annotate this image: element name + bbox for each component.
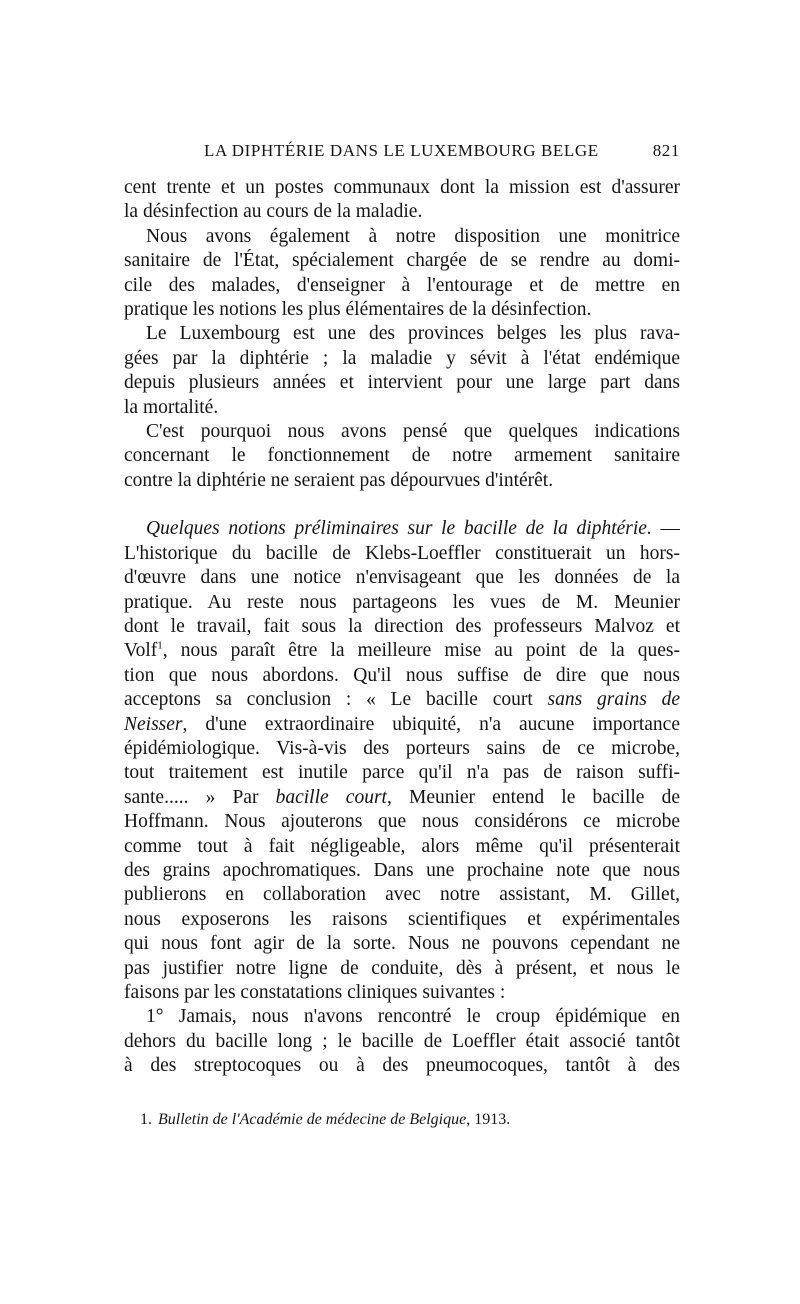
text-line: depuis plusieurs années et intervient pour une large part dans	[124, 372, 680, 394]
text-line: cile des malades, d'enseigner à l'entourage et de mettre en	[124, 274, 680, 296]
text-line: des grains apochromatiques. Dans une prochaine note que nous	[124, 859, 680, 881]
body-text	[124, 176, 680, 1078]
section-heading: Quelques notions préliminaires sur le bacille de la diphtérie.	[146, 518, 652, 540]
text-span: sante..... » Par	[124, 786, 276, 808]
page-number: 821	[652, 141, 680, 160]
text-line: pratique les notions les plus élémentaires de la désinfection.	[124, 298, 592, 320]
text-line: tout traitement est inutile parce qu'il n'a pas de raison suffi-	[124, 762, 680, 784]
text-span: acceptons sa conclusion : « Le bacille court	[124, 689, 548, 711]
text-span: , d'une extraordinaire ubiquité, n'a aucune importance	[182, 713, 680, 735]
text-line: Nous avons également à notre disposition une monitrice	[146, 225, 680, 247]
text-line: d'œuvre dans une notice n'envisageant que les données de la	[124, 567, 680, 589]
footnote	[140, 1111, 510, 1129]
text-line	[124, 786, 680, 810]
text-line: publierons en collaboration avec notre assistant, M. Gillet,	[124, 884, 680, 906]
text-line: C'est pourquoi nous avons pensé que quelques indications	[146, 420, 680, 442]
text-line: cent trente et un postes communaux dont la mission est d'assurer	[124, 177, 680, 198]
text-line: contre la diphtérie ne seraient pas dépourvues d'intérêt.	[124, 469, 554, 491]
text-line: pratique. Au reste nous partageons les vues de M. Meunier	[124, 591, 680, 613]
text-line: gées par la diphtérie ; la maladie y sévit à l'état endémique	[124, 347, 680, 369]
text-line	[124, 713, 680, 737]
italic-span: sans grains de	[547, 689, 680, 711]
text-span: , nous paraît être la meilleure mise au point de la ques-	[162, 640, 680, 662]
italic-span: Neisser	[124, 713, 183, 735]
text-line: la mortalité.	[124, 396, 219, 418]
footnote-tail: , 1913.	[466, 1111, 511, 1128]
text-line	[124, 688, 680, 712]
italic-span: bacille court	[275, 786, 387, 808]
text-line: à des streptocoques ou à des pneumocoques, tantôt à des	[124, 1055, 680, 1077]
text-line: L'historique du bacille de Klebs-Loeffler constituerait un hors-	[124, 542, 680, 564]
footnote-reference: 1	[157, 639, 163, 652]
text-line: sanitaire de l'État, spécialement chargée de se rendre au domi-	[124, 250, 680, 272]
footnote-citation: Bulletin de l'Académie de médecine de Belgique	[158, 1111, 467, 1128]
text-line: épidémiologique. Vis-à-vis des porteurs sains de ce microbe,	[124, 737, 680, 759]
text-line: concernant le fonctionnement de notre armement sanitaire	[124, 445, 680, 467]
text-line: dehors du bacille long ; le bacille de Loeffler était associé tantôt	[124, 1030, 680, 1052]
text-line: qui nous font agir de la sorte. Nous ne pouvons cependant ne	[124, 933, 680, 955]
text-line	[124, 639, 680, 663]
section-spacer	[124, 493, 680, 517]
text-line: tion que nous abordons. Qu'il nous suffise de dire que nous	[124, 664, 680, 686]
text-line: nous exposerons les raisons scientifiques et expérimentales	[124, 908, 680, 930]
text-line: Le Luxembourg est une des provinces belges les plus rava-	[146, 323, 680, 345]
text-line: 1° Jamais, nous n'avons rencontré le croup épidémique en	[146, 1006, 680, 1028]
text-line: comme tout à fait négligeable, alors même qu'il présenterait	[124, 835, 680, 857]
text-span: Volf	[124, 640, 158, 662]
text-span: , Meunier entend le bacille de	[386, 786, 680, 808]
running-header	[124, 141, 680, 167]
text-line: faisons par les constatations cliniques suivantes :	[124, 981, 506, 1003]
heading-dash: —	[651, 518, 680, 540]
text-line: dont le travail, fait sous la direction des professeurs Malvoz et	[124, 616, 680, 638]
section-heading-line	[124, 517, 680, 541]
footnote-number: 1.	[140, 1111, 152, 1128]
text-line: la désinfection au cours de la maladie.	[124, 201, 423, 223]
running-title: LA DIPHTÉRIE DANS LE LUXEMBOURG BELGE	[204, 141, 599, 160]
text-line: pas justifier notre ligne de conduite, dès à présent, et nous le	[124, 957, 680, 979]
text-line: Hoffmann. Nous ajouterons que nous considérons ce microbe	[124, 811, 680, 833]
